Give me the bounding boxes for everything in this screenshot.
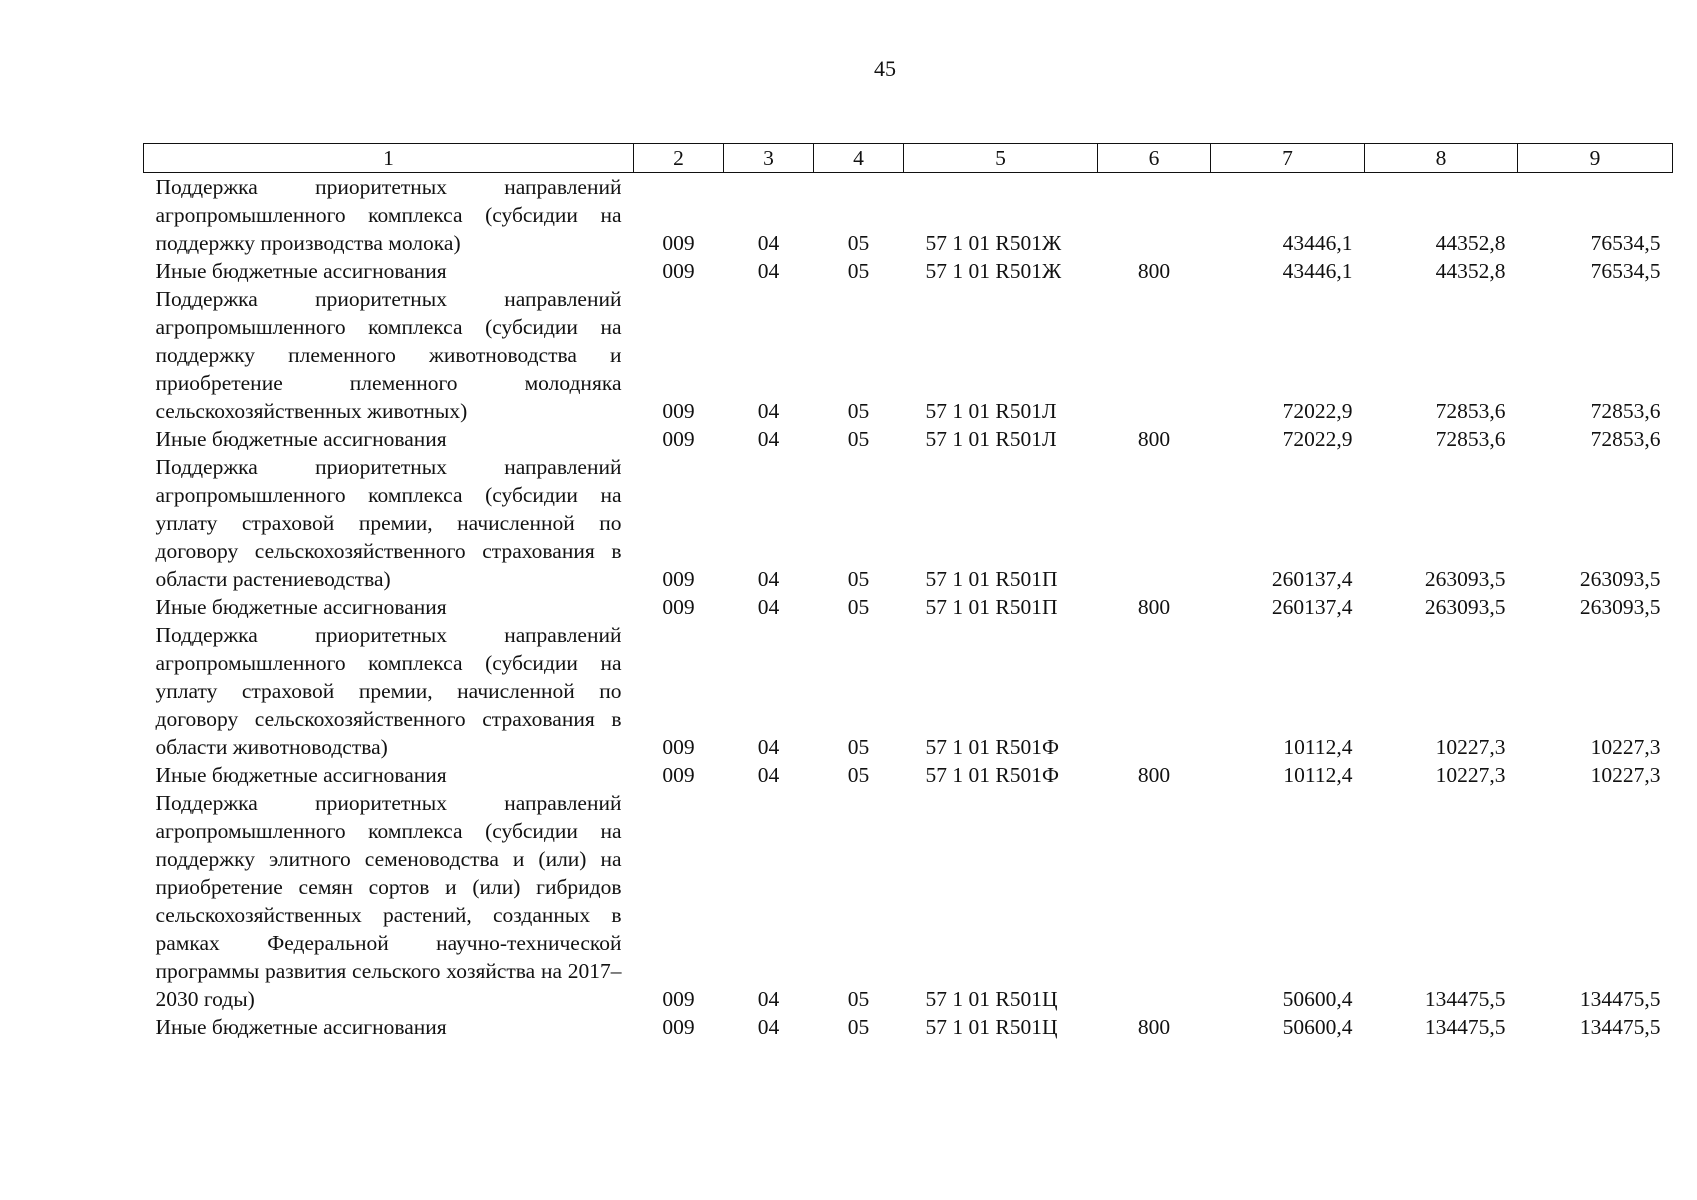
cell-amount-year3: 72853,6 <box>1590 427 1661 451</box>
cell-section-code: 04 <box>757 231 780 255</box>
column-header: 5 <box>904 144 1098 173</box>
table-row <box>144 257 1673 285</box>
page-number: 45 <box>874 56 896 81</box>
cell-amount-year1: 43446,1 <box>1282 231 1353 255</box>
table-row <box>144 285 1673 425</box>
table-row <box>144 789 1673 1013</box>
row-description: Иные бюджетные ассигнования <box>155 259 447 283</box>
table-row <box>144 453 1673 593</box>
cell-amount-year3: 72853,6 <box>1590 399 1661 423</box>
cell-ministry-code: 009 <box>662 567 695 591</box>
cell-ministry-code: 009 <box>662 735 695 759</box>
cell-amount-year3: 10227,3 <box>1590 763 1661 787</box>
cell-section-code: 04 <box>757 763 780 787</box>
cell-section-code: 04 <box>757 987 780 1011</box>
cell-target-article: 57 1 01 R501Л <box>925 399 1057 423</box>
budget-table <box>143 143 1673 1041</box>
cell-amount-year2: 10227,3 <box>1435 735 1506 759</box>
row-description: Иные бюджетные ассигнования <box>155 595 447 619</box>
column-header: 6 <box>1098 144 1211 173</box>
cell-amount-year1: 260137,4 <box>1271 595 1353 619</box>
cell-expense-type: 800 <box>1137 763 1171 787</box>
cell-subsection-code: 05 <box>847 231 870 255</box>
column-header: 2 <box>634 144 724 173</box>
cell-expense-type <box>1098 285 1211 425</box>
row-description: Иные бюджетные ассигнования <box>155 427 447 451</box>
cell-amount-year1: 72022,9 <box>1282 399 1353 423</box>
cell-amount-year3: 76534,5 <box>1590 231 1661 255</box>
table-row <box>144 593 1673 621</box>
column-header: 7 <box>1211 144 1365 173</box>
cell-amount-year1: 260137,4 <box>1271 567 1353 591</box>
row-description: Поддержка приоритетных направлений агропромышленного комплекса (субсидии на уплату страховой премии, начисленной по договору сельскохозяйственного страхования в области животноводства) <box>155 623 622 759</box>
cell-amount-year2: 44352,8 <box>1435 259 1506 283</box>
cell-amount-year1: 10112,4 <box>1283 735 1353 759</box>
cell-subsection-code: 05 <box>847 567 870 591</box>
cell-amount-year2: 134475,5 <box>1424 987 1506 1011</box>
cell-subsection-code: 05 <box>847 259 870 283</box>
cell-ministry-code: 009 <box>662 259 695 283</box>
cell-section-code: 04 <box>757 595 780 619</box>
cell-amount-year2: 134475,5 <box>1424 1015 1506 1039</box>
cell-amount-year3: 10227,3 <box>1590 735 1661 759</box>
table-header <box>144 144 1673 173</box>
cell-expense-type <box>1098 173 1211 258</box>
cell-amount-year2: 72853,6 <box>1435 399 1506 423</box>
column-header: 3 <box>724 144 814 173</box>
cell-amount-year2: 263093,5 <box>1424 567 1506 591</box>
cell-subsection-code: 05 <box>847 1015 870 1039</box>
cell-amount-year2: 72853,6 <box>1435 427 1506 451</box>
cell-section-code: 04 <box>757 259 780 283</box>
row-description: Поддержка приоритетных направлений агропромышленного комплекса (субсидии на поддержку производства молока) <box>155 175 622 255</box>
column-header: 9 <box>1518 144 1673 173</box>
cell-expense-type: 800 <box>1137 595 1171 619</box>
cell-subsection-code: 05 <box>847 399 870 423</box>
cell-expense-type: 800 <box>1137 1015 1171 1039</box>
cell-section-code: 04 <box>757 1015 780 1039</box>
cell-target-article: 57 1 01 R501Ф <box>925 735 1059 759</box>
cell-amount-year2: 44352,8 <box>1435 231 1506 255</box>
row-description: Иные бюджетные ассигнования <box>155 1015 447 1039</box>
table-row <box>144 761 1673 789</box>
cell-ministry-code: 009 <box>662 399 695 423</box>
cell-target-article: 57 1 01 R501Ц <box>925 987 1058 1011</box>
table-body <box>144 173 1673 1042</box>
cell-expense-type <box>1098 453 1211 593</box>
cell-amount-year3: 134475,5 <box>1579 987 1661 1011</box>
cell-amount-year1: 50600,4 <box>1282 1015 1353 1039</box>
cell-amount-year3: 76534,5 <box>1590 259 1661 283</box>
cell-target-article: 57 1 01 R501Л <box>925 427 1057 451</box>
table-row <box>144 173 1673 258</box>
cell-amount-year3: 134475,5 <box>1579 1015 1661 1039</box>
cell-subsection-code: 05 <box>847 735 870 759</box>
cell-expense-type: 800 <box>1137 259 1171 283</box>
cell-subsection-code: 05 <box>847 987 870 1011</box>
row-description: Поддержка приоритетных направлений агропромышленного комплекса (субсидии на поддержку элитного семеноводства и (или) на приобретение семян сортов и (или) гибридов сельскохозяйственных растений, созданных в рамках Федеральной научно-технической программы развития сельского хозяйства на 2017–2030 годы) <box>155 791 622 1011</box>
cell-target-article: 57 1 01 R501П <box>925 567 1058 591</box>
cell-section-code: 04 <box>757 427 780 451</box>
table-row <box>144 621 1673 761</box>
row-description: Иные бюджетные ассигнования <box>155 763 447 787</box>
cell-expense-type <box>1098 621 1211 761</box>
cell-amount-year3: 263093,5 <box>1579 567 1661 591</box>
cell-expense-type <box>1098 789 1211 1013</box>
cell-ministry-code: 009 <box>662 427 695 451</box>
cell-amount-year1: 43446,1 <box>1282 259 1353 283</box>
cell-amount-year1: 10112,4 <box>1283 763 1353 787</box>
cell-amount-year3: 263093,5 <box>1579 595 1661 619</box>
cell-target-article: 57 1 01 R501Ф <box>925 763 1059 787</box>
cell-ministry-code: 009 <box>662 763 695 787</box>
cell-amount-year2: 10227,3 <box>1435 763 1506 787</box>
cell-subsection-code: 05 <box>847 595 870 619</box>
cell-ministry-code: 009 <box>662 1015 695 1039</box>
row-description: Поддержка приоритетных направлений агропромышленного комплекса (субсидии на уплату страховой премии, начисленной по договору сельскохозяйственного страхования в области растениеводства) <box>155 455 622 591</box>
row-description: Поддержка приоритетных направлений агропромышленного комплекса (субсидии на поддержку племенного животноводства и приобретение племенного молодняка сельскохозяйственных животных) <box>155 287 622 423</box>
cell-target-article: 57 1 01 R501Ж <box>925 259 1062 283</box>
cell-target-article: 57 1 01 R501Ж <box>925 231 1062 255</box>
cell-ministry-code: 009 <box>662 231 695 255</box>
cell-amount-year2: 263093,5 <box>1424 595 1506 619</box>
table-row <box>144 1013 1673 1041</box>
cell-section-code: 04 <box>757 735 780 759</box>
cell-expense-type: 800 <box>1137 427 1171 451</box>
cell-subsection-code: 05 <box>847 427 870 451</box>
cell-amount-year1: 50600,4 <box>1282 987 1353 1011</box>
column-header: 1 <box>144 144 634 173</box>
cell-ministry-code: 009 <box>662 987 695 1011</box>
column-header: 8 <box>1365 144 1518 173</box>
column-header: 4 <box>814 144 904 173</box>
header-row <box>144 144 1673 173</box>
cell-subsection-code: 05 <box>847 763 870 787</box>
cell-target-article: 57 1 01 R501Ц <box>925 1015 1058 1039</box>
cell-section-code: 04 <box>757 567 780 591</box>
table-row <box>144 425 1673 453</box>
cell-target-article: 57 1 01 R501П <box>925 595 1058 619</box>
cell-ministry-code: 009 <box>662 595 695 619</box>
cell-section-code: 04 <box>757 399 780 423</box>
cell-amount-year1: 72022,9 <box>1282 427 1353 451</box>
